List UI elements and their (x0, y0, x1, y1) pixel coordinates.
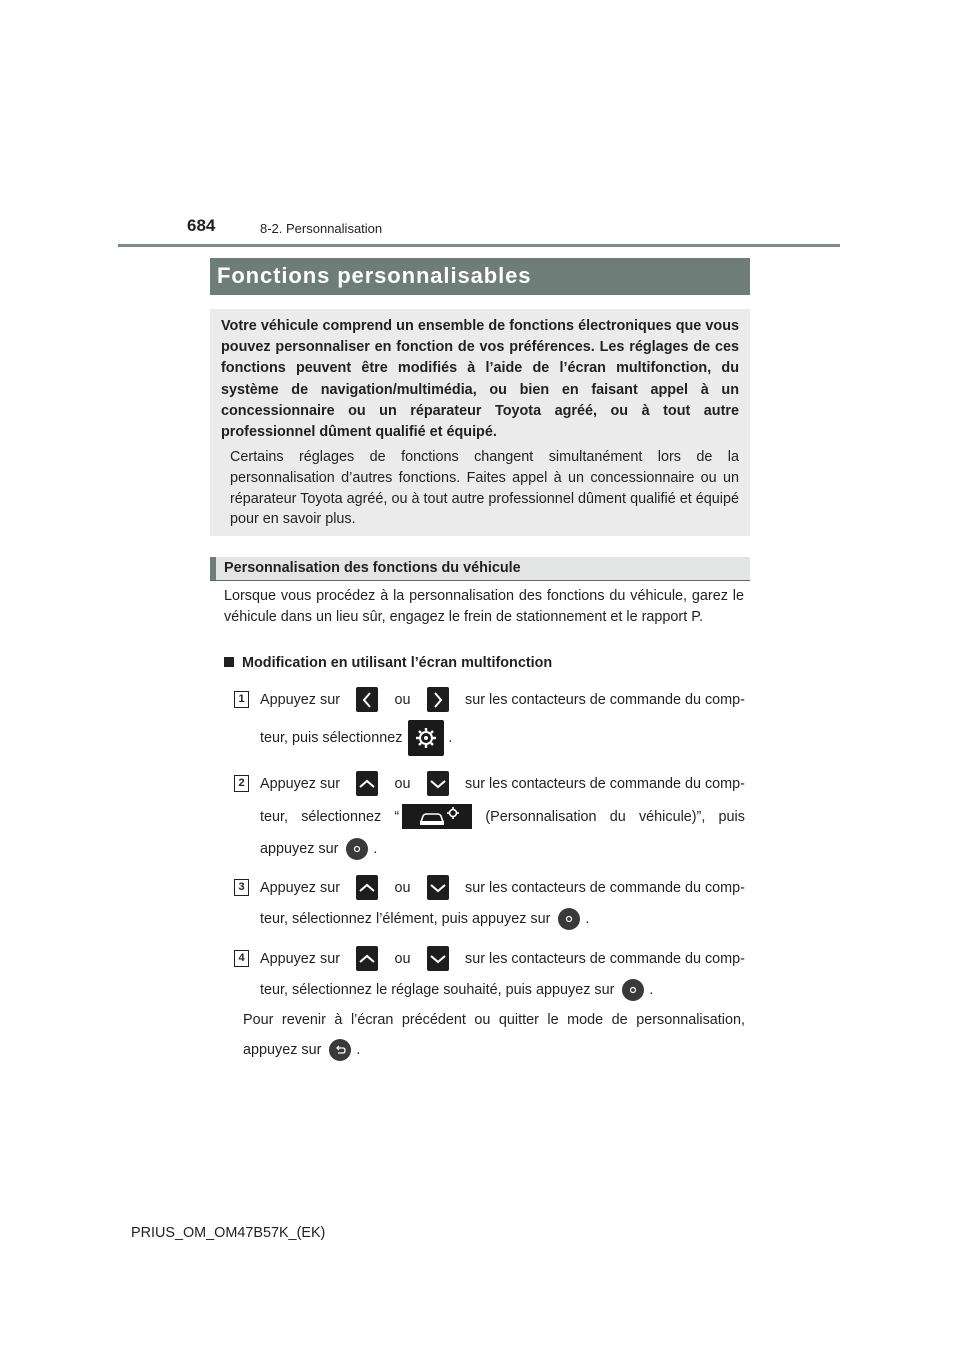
page-number: 684 (187, 216, 216, 235)
step-text: . (448, 730, 453, 746)
step-text: véhicule)”, (638, 808, 706, 825)
chevron-down-icon (427, 946, 449, 971)
header-rule (118, 244, 840, 247)
square-bullet-icon (224, 657, 234, 667)
step-2-line-3 (260, 838, 377, 860)
bullet-text: Modification en utilisant l’écran multifonction (242, 655, 553, 671)
step-text: sélectionnez (301, 808, 382, 825)
step-text: . (649, 982, 654, 998)
step-text: du (609, 808, 626, 825)
chevron-down-icon (427, 875, 449, 900)
step-text: Appuyez sur (260, 775, 340, 792)
ok-button-icon (622, 979, 644, 1001)
step-text: . (373, 841, 378, 857)
chevron-up-icon (356, 875, 378, 900)
step-text: teur, puis sélectionnez (260, 730, 403, 746)
step-text: ou (394, 775, 411, 792)
bullet-heading (224, 655, 552, 671)
step-text: appuyez sur (243, 1042, 322, 1058)
step-text: ou (394, 691, 411, 708)
step-text: . (585, 911, 590, 927)
subsection-accent (210, 557, 216, 580)
gear-icon (408, 720, 444, 756)
page-title: Fonctions personnalisables (217, 263, 532, 288)
document-code: PRIUS_OM_OM47B57K_(EK) (131, 1225, 326, 1241)
step-text: “ (394, 808, 400, 825)
intro-box (210, 309, 750, 536)
step-text: Appuyez sur (260, 879, 340, 896)
intro-note: Certains réglages de fonctions changent simultanément lors de la personnalisation d’autres fonctions. Faites appel à un concessionnaire ou un réparateur Toyota agréé, ou à tout autre professionnel dûment qualifié et équipé pour en savoir plus. (230, 449, 739, 528)
chevron-down-icon (427, 771, 449, 796)
intro-paragraph: Votre véhicule comprend un ensemble de fonctions électroniques que vous pouvez personnaliser en fonction de vos préférences. Les réglages de ces fonctions peuvent être modifiés à l’aide de l’écran multifonction, du système de navigation/multimédia, ou bien en faisant appel à un concessionnaire ou un réparateur Toyota agréé, ou à tout autre professionnel dûment qualifié et équipé. (221, 318, 739, 441)
step-text: teur, sélectionnez l’élément, puis appuyez sur (260, 911, 551, 927)
step-text: appuyez sur (260, 841, 339, 857)
chevron-up-icon (356, 771, 378, 796)
step-number-4: 4 (234, 950, 249, 967)
step-4-line-2 (260, 979, 653, 1001)
section-label: 8-2. Personnalisation (260, 221, 383, 236)
step-text: Appuyez sur (260, 950, 340, 967)
step-3-line-2 (260, 908, 589, 930)
step-4-line-1 (260, 946, 745, 971)
step-1-line-1 (260, 687, 745, 712)
step-number-3: 3 (234, 879, 249, 896)
subsection-heading (210, 557, 750, 581)
back-instruction-line-2 (243, 1039, 360, 1061)
step-text: sur les contacteurs de commande du comp- (465, 950, 745, 967)
chevron-left-icon (356, 687, 378, 712)
step-text: ou (394, 950, 411, 967)
step-number-1: 1 (234, 691, 249, 708)
back-instruction-line-1: Pour revenir à l’écran précédent ou quitter le mode de personnalisation, (243, 1012, 745, 1028)
step-text: (Personnalisation (485, 808, 597, 825)
subsection-title: Personnalisation des fonctions du véhicule (224, 560, 521, 576)
lead-paragraph: Lorsque vous procédez à la personnalisation des fonctions du véhicule, garez le véhicule dans un lieu sûr, engagez le frein de stationnement et le rapport P. (224, 588, 744, 625)
step-text: ou (394, 879, 411, 896)
step-text: sur les contacteurs de commande du comp- (465, 691, 745, 708)
step-2-line-1 (260, 771, 745, 796)
step-text: . (356, 1042, 361, 1058)
step-text: teur, sélectionnez le réglage souhaité, puis appuyez sur (260, 982, 615, 998)
step-text: Appuyez sur (260, 691, 340, 708)
step-text: sur les contacteurs de commande du comp- (465, 879, 745, 896)
title-bar (210, 258, 750, 295)
ok-button-icon (558, 908, 580, 930)
step-number-2: 2 (234, 775, 249, 792)
step-text: teur, (260, 808, 289, 825)
step-3-line-1 (260, 875, 745, 900)
car-gear-icon (402, 804, 472, 829)
vehicle-settings-reference (394, 804, 472, 829)
step-text: sur les contacteurs de commande du comp- (465, 775, 745, 792)
step-2-line-2 (260, 804, 745, 829)
step-text: puis (718, 808, 745, 825)
chevron-up-icon (356, 946, 378, 971)
step-1-line-2 (260, 720, 452, 756)
ok-button-icon (346, 838, 368, 860)
chevron-right-icon (427, 687, 449, 712)
back-arrow-icon (329, 1039, 351, 1061)
